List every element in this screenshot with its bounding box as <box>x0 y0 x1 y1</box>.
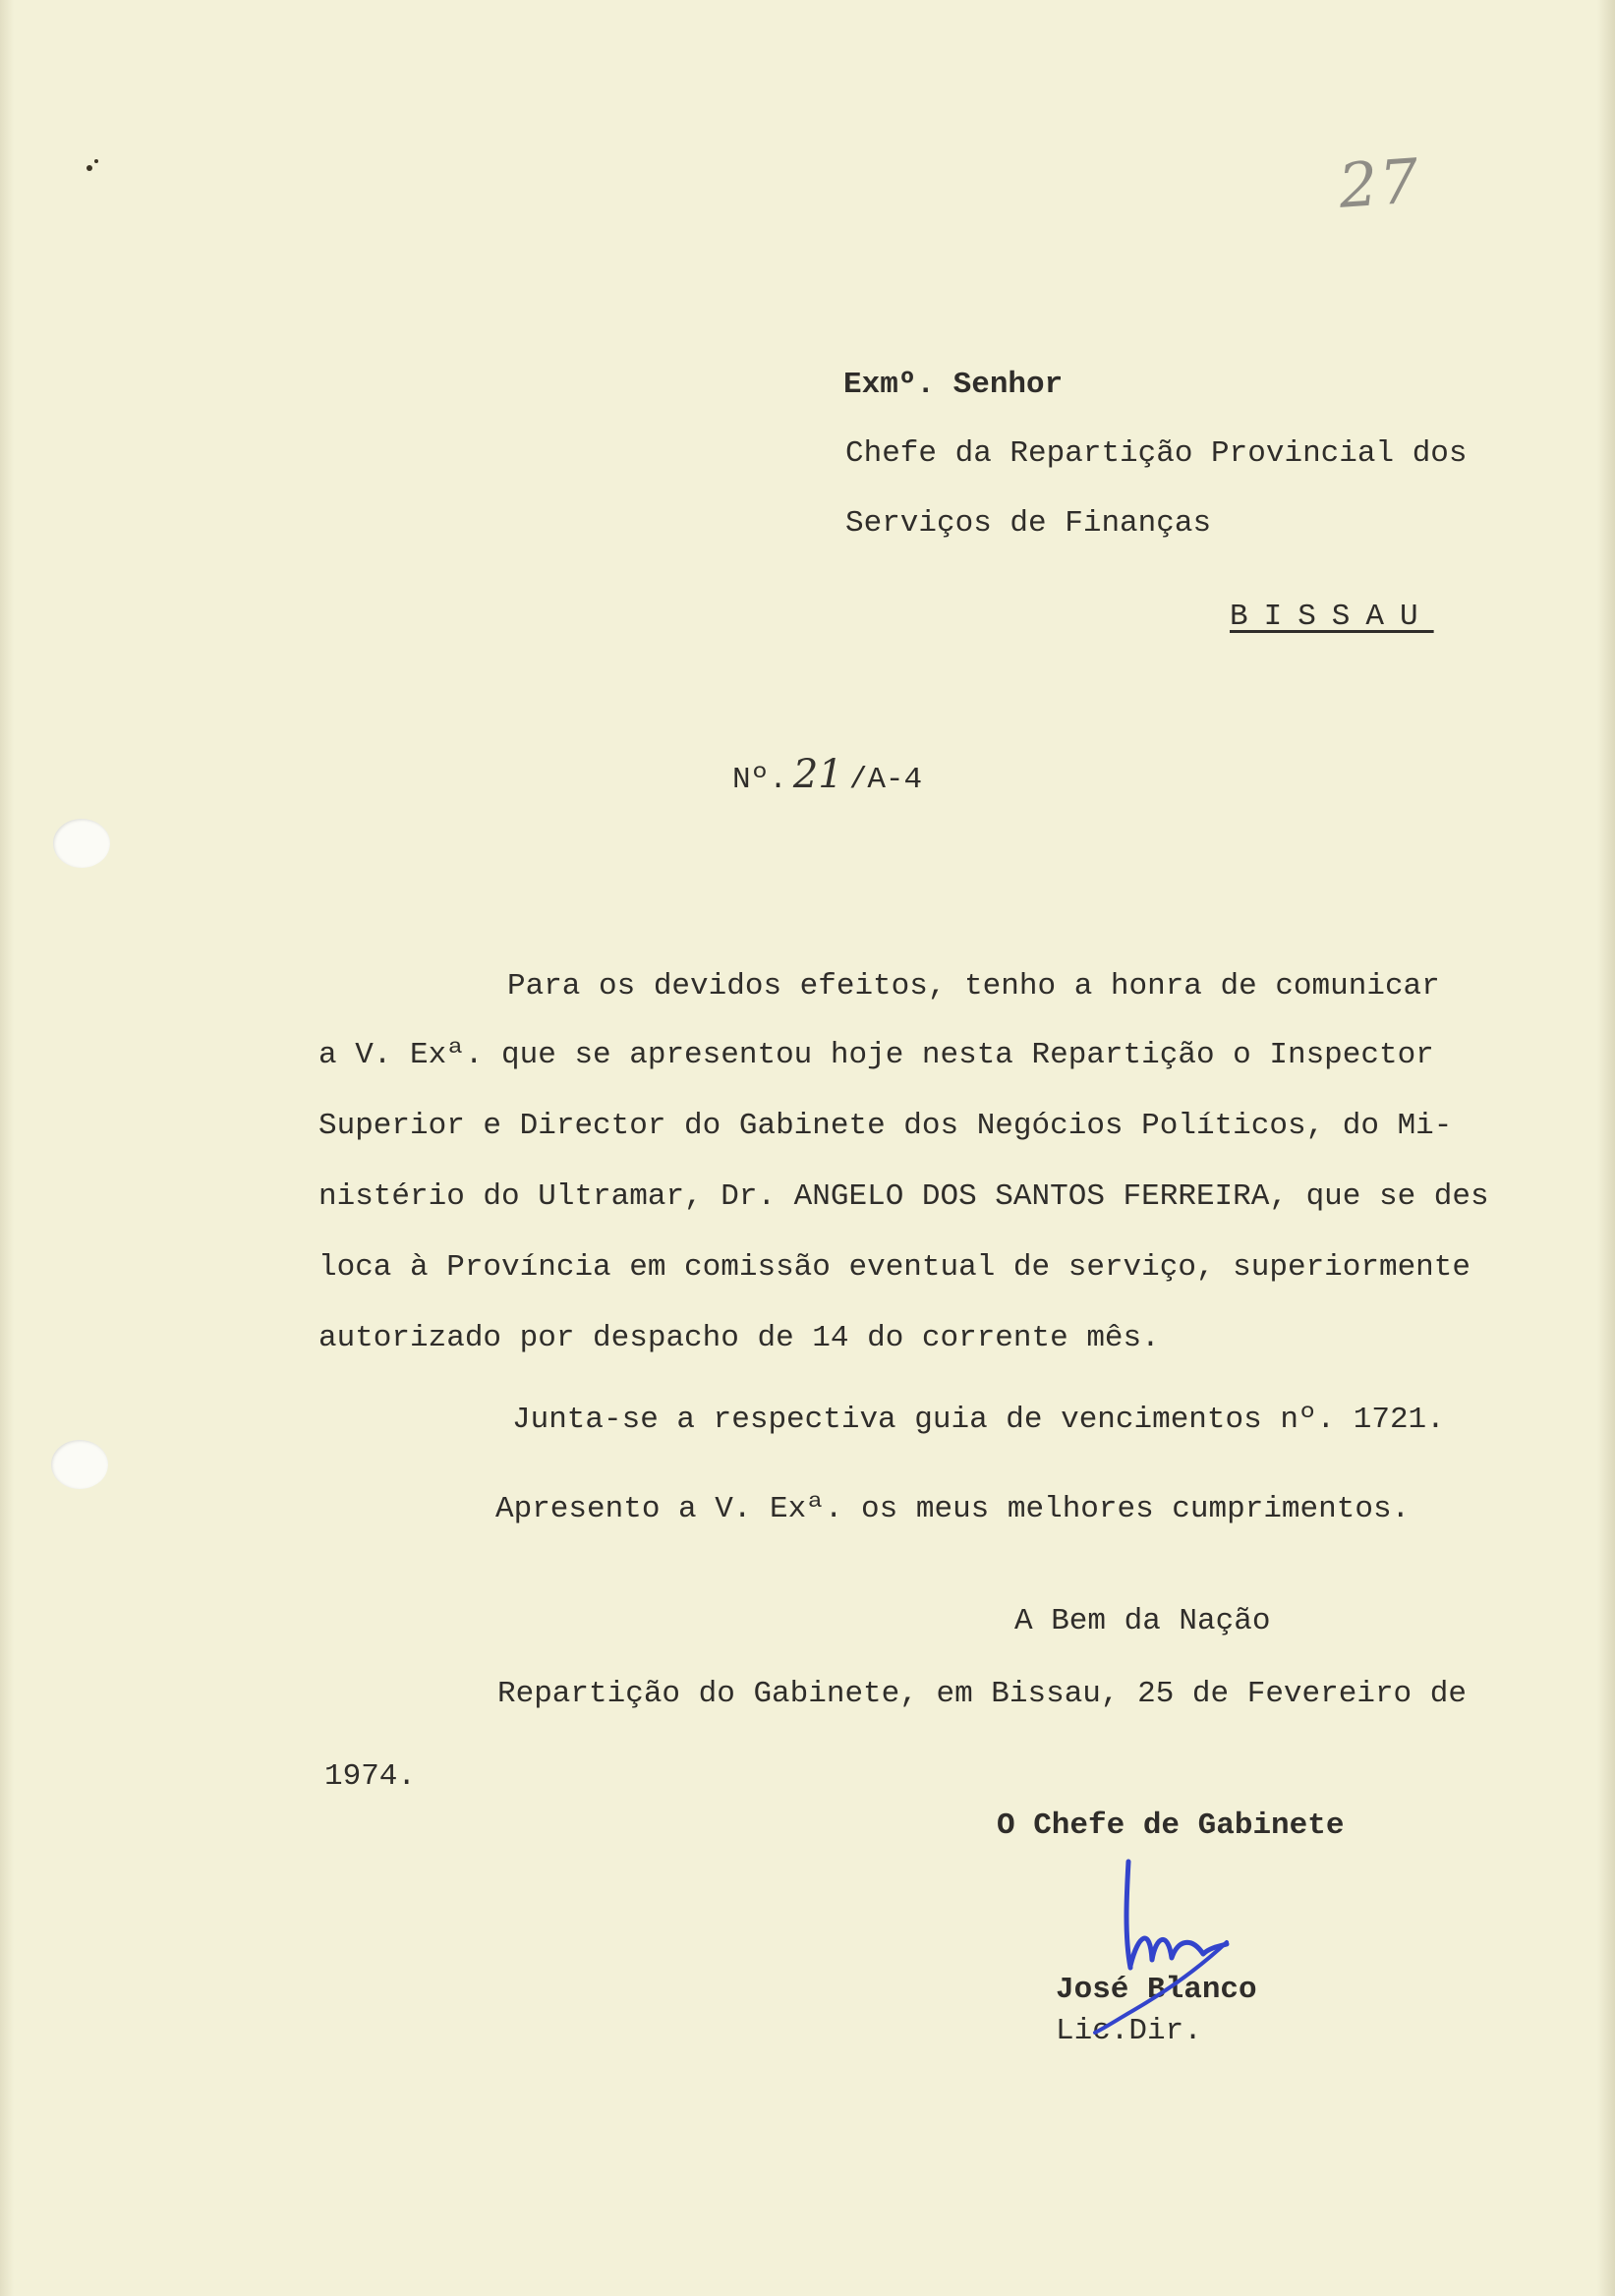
punch-hole-bottom <box>51 1440 108 1489</box>
body-line-1: Para os devidos efeitos, tenho a honra de comunicar <box>507 969 1440 1004</box>
body-line-5: loca à Província em comissão eventual de serviço, superiormente <box>318 1250 1471 1285</box>
reference-suffix: /A-4 <box>848 763 923 797</box>
paragraph-greeting: Apresento a V. Exª. os meus melhores cumprimentos. <box>495 1492 1411 1526</box>
signer-role: O Chefe de Gabinete <box>997 1808 1345 1843</box>
paragraph-attachment: Junta-se a respectiva guia de vencimentos nº. 1721. <box>512 1403 1445 1437</box>
closing-motto: A Bem da Nação <box>1014 1604 1271 1638</box>
page-number: 27 <box>1336 144 1423 222</box>
paper-edge-right <box>1597 0 1615 2296</box>
date-year: 1974. <box>324 1759 417 1794</box>
salutation: Exmº. Senhor <box>843 368 1064 402</box>
reference-number <box>732 752 923 800</box>
addressee-city: BISSAU <box>1230 600 1434 634</box>
signer-title: Lic.Dir. <box>1056 2014 1202 2048</box>
punch-hole-top <box>53 819 110 868</box>
handwritten-signature <box>1062 1858 1278 2035</box>
signer-name: José Blanco <box>1056 1973 1257 2007</box>
reference-prefix: Nº. <box>732 763 787 797</box>
body-line-4: nistério do Ultramar, Dr. ANGELO DOS SANTOS FERREIRA, que se des <box>318 1179 1489 1214</box>
addressee-line-1: Chefe da Repartição Provincial dos <box>845 436 1468 471</box>
ink-speck <box>94 159 98 163</box>
body-line-3: Superior e Director do Gabinete dos Negócios Políticos, do Mi- <box>318 1109 1453 1143</box>
reference-handwritten-number: 21 <box>792 752 843 797</box>
body-line-2: a V. Exª. que se apresentou hoje nesta Repartição o Inspector <box>318 1038 1434 1072</box>
body-line-6: autorizado por despacho de 14 do corrente mês. <box>318 1321 1160 1355</box>
place-and-date: Repartição do Gabinete, em Bissau, 25 de Fevereiro de <box>497 1677 1467 1711</box>
paper-edge-left <box>0 0 14 2296</box>
ink-speck <box>87 165 92 171</box>
addressee-line-2: Serviços de Finanças <box>845 506 1212 541</box>
